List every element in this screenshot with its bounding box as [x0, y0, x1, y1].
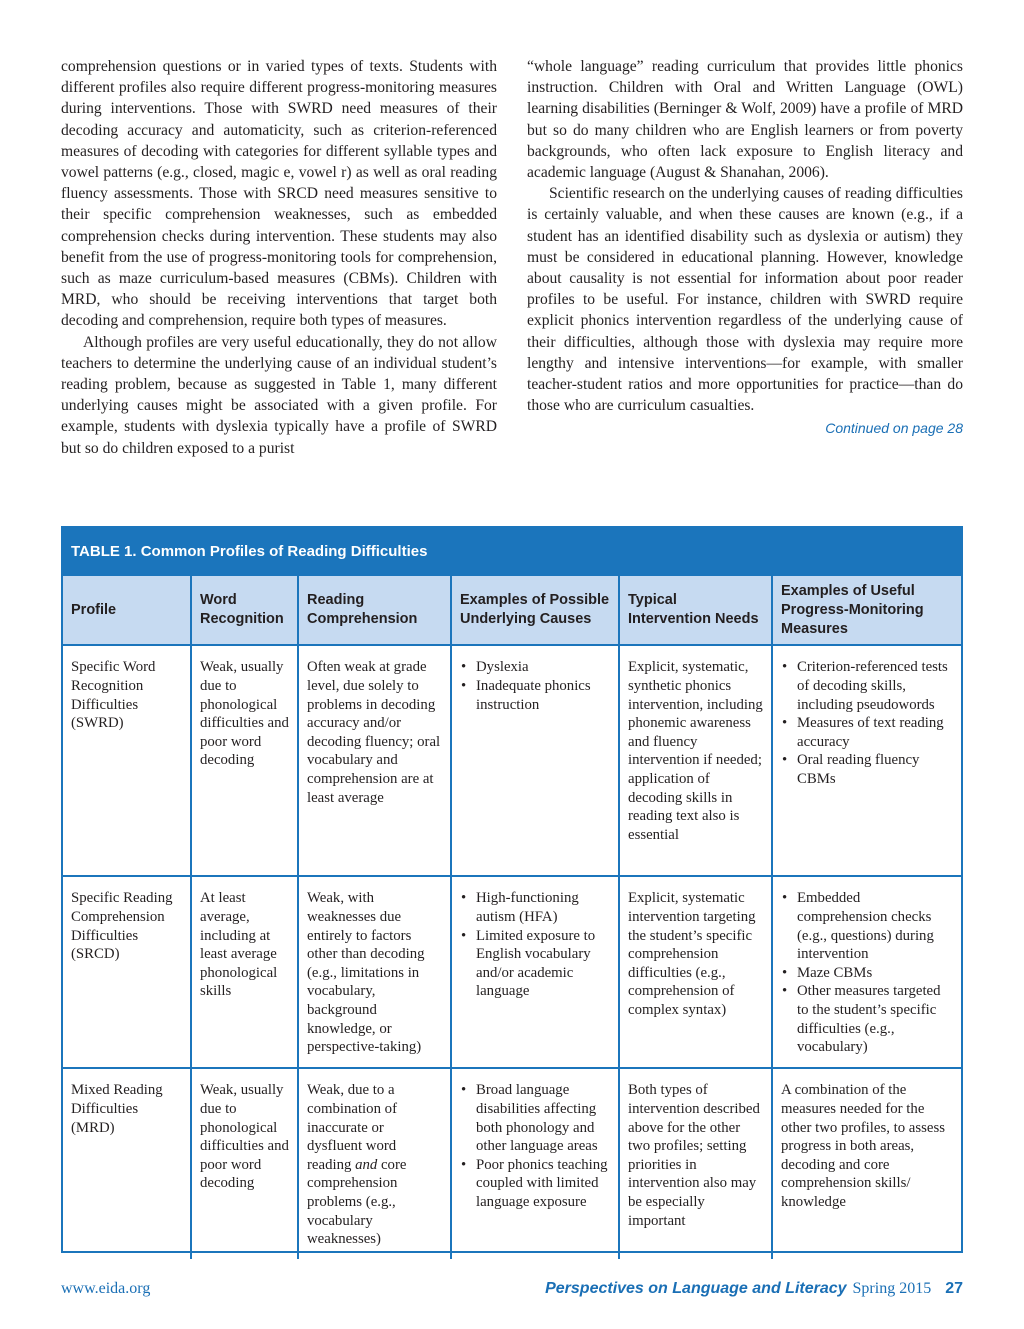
cell-causes	[451, 1068, 619, 1259]
footer-season: Spring 2015	[852, 1280, 932, 1297]
cell-reading-comprehension: Often weak at grade level, due solely to problems in decoding accuracy and/or decoding fluency; oral vocabulary and comprehension are at least average	[298, 645, 451, 876]
right-paragraph-1: “whole language” reading curriculum that provides little phonics instruction. Children with Oral and Written Language (OWL) learning disabilities (Berninger & Wolf, 2009) have a profile of MRD but so do many children who are English learners or from poverty backgrounds, who often lack exposure to English literacy and academic language (August & Shanahan, 2006).	[527, 58, 963, 182]
bullet-icon: •	[782, 890, 788, 907]
bullet-icon: •	[461, 659, 467, 676]
cell-profile: Mixed Reading Difficulties (MRD)	[63, 1068, 191, 1259]
bullet-icon: •	[782, 659, 788, 676]
bullet-icon: •	[782, 983, 788, 1000]
list-item: • Poor phonics teaching coupled with limited language exposure	[461, 1156, 608, 1210]
cell-intervention: Both types of intervention described above for the other two profiles; setting priorities in intervention also may be especially important	[619, 1068, 772, 1259]
header-underlying-causes: Examples of Possible Underlying Causes	[451, 575, 619, 645]
cell-word-recognition: Weak, usually due to phonological difficulties and poor word decoding	[191, 645, 298, 876]
header-progress-measures: Examples of Useful Progress-Monitoring Measures	[772, 575, 961, 645]
profiles-table	[63, 574, 961, 1259]
list-item: • High-functioning autism (HFA)	[461, 890, 579, 925]
cell-measures	[772, 645, 961, 876]
table-row	[63, 645, 961, 876]
cell-measures	[772, 876, 961, 1068]
cell-intervention: Explicit, systematic, synthetic phonics intervention, including phonemic awareness and fluency intervention if needed; application of decoding skills in reading text also is essential	[619, 645, 772, 876]
cell-reading-comprehension: Weak, due to a combination of inaccurate or dysfluent word reading and core comprehension problems (e.g., vocabulary weaknesses)	[298, 1068, 451, 1259]
bullet-icon: •	[782, 752, 788, 769]
list-item: • Oral reading fluency CBMs	[782, 752, 920, 787]
cell-causes	[451, 876, 619, 1068]
header-word-recognition: Word Recognition	[191, 575, 298, 645]
cell-profile: Specific Reading Comprehension Difficulties (SRCD)	[63, 876, 191, 1068]
table-row	[63, 1068, 961, 1259]
cell-profile: Specific Word Recognition Difficulties (SWRD)	[63, 645, 191, 876]
cell-causes	[451, 645, 619, 876]
bullet-icon: •	[461, 677, 467, 694]
table-title: TABLE 1. Common Profiles of Reading Difficulties	[63, 528, 961, 574]
list-item: • Inadequate phonics instruction	[461, 677, 591, 713]
header-profile: Profile	[63, 575, 191, 645]
right-paragraph-2: Scientific research on the underlying causes of reading difficulties is certainly valuable, and when these causes are known (e.g., if a student has an identified disability such as dyslexia or autism) they must be considered in educational planning. However, knowledge about causality is not essential for information about poor reader profiles to be useful. For instance, children with SWRD require explicit phonics intervention regardless of the underlying cause of their difficulties, although those with dyslexia may require more lengthy and intensive interventions—for example, with smaller teacher-student ratios and more opportunities for practice—than do those who are curriculum casualties.	[527, 185, 963, 415]
list-item: • Criterion-referenced tests of decoding skills, including pseudowords	[782, 659, 948, 713]
header-intervention-needs: Typical Intervention Needs	[619, 575, 772, 645]
bullet-icon: •	[461, 890, 467, 907]
cell-intervention: Explicit, systematic intervention targeting the student’s specific comprehension difficulties (e.g., comprehension of complex syntax)	[619, 876, 772, 1068]
list-item: • Other measures targeted to the student’s specific difficulties (e.g., vocabulary)	[782, 983, 941, 1056]
table-1	[61, 526, 963, 1253]
list-item: • Dyslexia	[461, 659, 529, 676]
bullet-icon: •	[461, 1082, 467, 1099]
list-item: • Embedded comprehension checks (e.g., questions) during intervention	[782, 890, 934, 963]
bullet-icon: •	[461, 1156, 467, 1173]
list-item: • Maze CBMs	[782, 964, 873, 981]
bullet-icon: •	[782, 964, 788, 981]
table-header-row	[63, 575, 961, 645]
continued-link[interactable]: Continued on page 28	[825, 420, 963, 437]
page-number: 27	[945, 1280, 963, 1297]
list-item: • Measures of text reading accuracy	[782, 715, 944, 750]
page-footer	[61, 1280, 963, 1304]
cell-word-recognition: Weak, usually due to phonological difficulties and poor word decoding	[191, 1068, 298, 1259]
left-paragraph-2: Although profiles are very useful educationally, they do not allow teachers to determine the underlying cause of an individual student’s reading problem, because as suggested in Table 1, many different underlying causes might be associated with a given profile. For example, students with dyslexia typically have a profile of SWRD but so do children exposed to a purist	[61, 333, 497, 457]
bullet-icon: •	[461, 927, 467, 944]
cell-measures: A combination of the measures needed for the other two profiles, to assess progress in both areas, decoding and core comprehension skills/ knowledge	[772, 1068, 961, 1259]
left-paragraph-1: comprehension questions or in varied types of texts. Students with different profiles also require different progress-monitoring measures during interventions. Those with SWRD need measures of their decoding accuracy and automaticity, such as criterion-referenced measures of decoding with categories for different syllable types and vowel patterns (e.g., closed, magic e, vowel r) as well as oral reading fluency assessments. Those with SRCD need measures sensitive to their specific comprehension weaknesses, such as embedded comprehension checks during intervention. These students may also benefit from the use of progress-monitoring tools for comprehension, such as maze curriculum-based measures (CBMs). Children with MRD, who should be receiving interventions that target both decoding and comprehension, require both types of measures.	[61, 58, 497, 330]
header-reading-comprehension: Reading Comprehension	[298, 575, 451, 645]
footer-website-link[interactable]: www.eida.org	[61, 1280, 151, 1297]
left-text-column	[61, 56, 497, 459]
footer-journal-title: Perspectives on Language and Literacy	[545, 1280, 847, 1297]
right-text-column	[527, 56, 963, 440]
table-row	[63, 876, 961, 1068]
footer-publication	[545, 1280, 963, 1298]
cell-word-recognition: At least average, including at least average phonological skills	[191, 876, 298, 1068]
cell-reading-comprehension: Weak, with weaknesses due entirely to factors other than decoding (e.g., limitations in vocabulary, background knowledge, or perspective-taking)	[298, 876, 451, 1068]
list-item: • Limited exposure to English vocabulary and/or academic language	[461, 927, 596, 1000]
bullet-icon: •	[782, 715, 788, 732]
list-item: • Broad language disabilities affecting both phonology and other language areas	[461, 1082, 598, 1155]
